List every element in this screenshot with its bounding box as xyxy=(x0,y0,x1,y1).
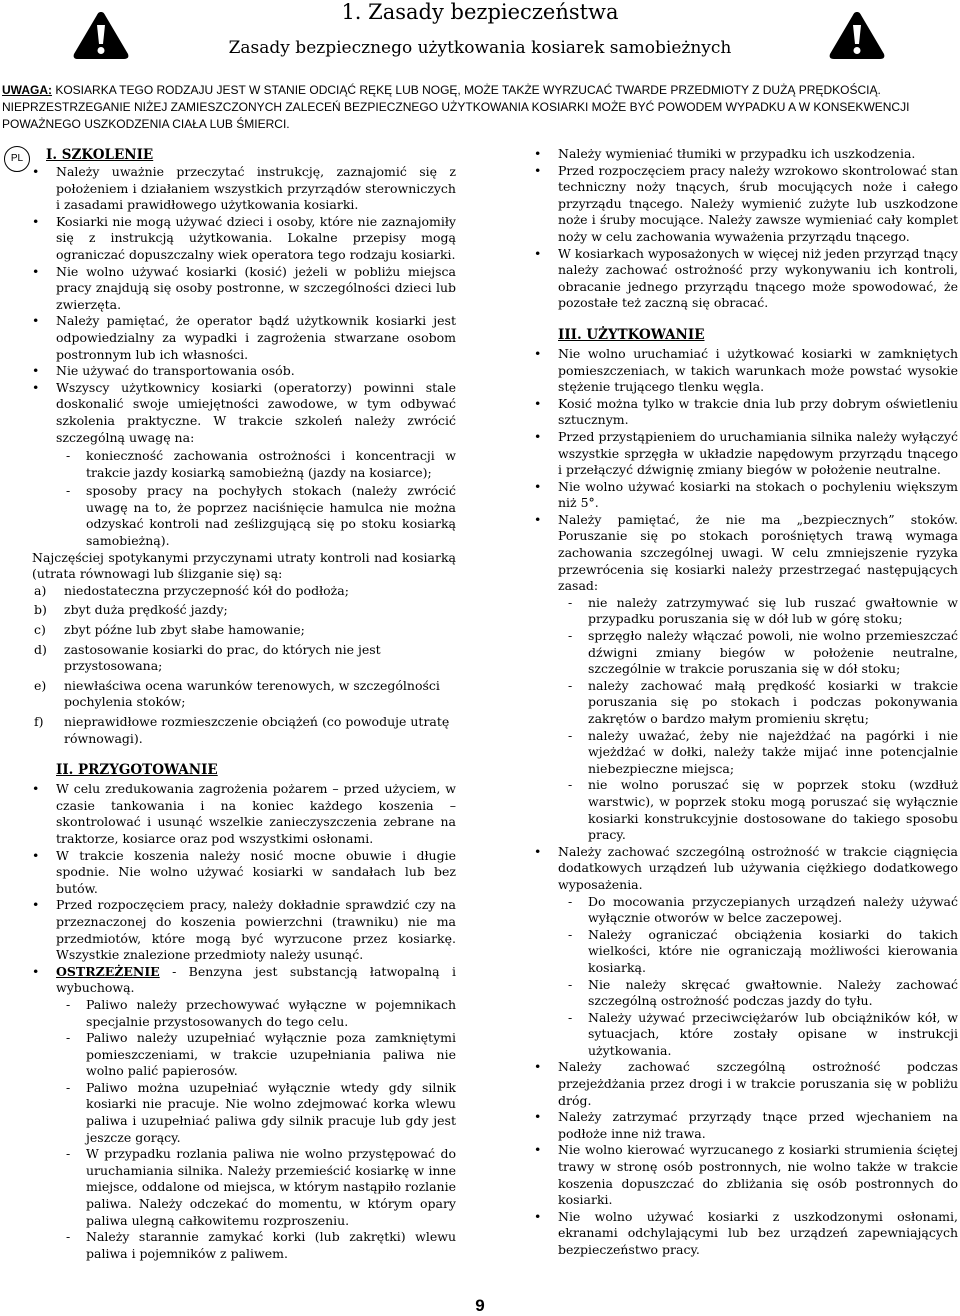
list-letter: b) xyxy=(34,602,47,618)
right-column xyxy=(534,146,958,1259)
preparation-bullets-continued xyxy=(534,146,958,312)
towing-bullet xyxy=(534,844,958,894)
list-text: niedostateczna przyczepność kół do podłoża; xyxy=(64,582,349,598)
list-text: zbyt duża prędkość jazdy; xyxy=(64,602,228,618)
caution-text: - Benzyna jest substancją łatwopalną i wybuchową. xyxy=(56,963,456,996)
section-heading-preparation: II. PRZYGOTOWANIE xyxy=(56,762,218,779)
list-item: • W kosiarkach wyposażonych w więcej niż jeden przyrząd tnący należy zachować ostrożność przy wykonywaniu ich kontroli, obracanie jednego przyrządu tnącego może spowodować, że pozostałe też zaczną się obracać. xyxy=(534,246,958,312)
list-letter: c) xyxy=(34,622,46,638)
list-item: - sposoby pracy na pochyłych stokach (należy zwrócić uwagę na to, że poprzez naciśnięcie hamulca nie można odzyskać kontroli nad ześlizgującą się po stoku kosiarką samobieżną). xyxy=(32,483,456,549)
list-item: - należy uważać, żeby nie najeżdżać na pagórki i nie wjeżdżać w dołki, należy także mijać inne potencjalnie niebezpieczne miejsca; xyxy=(534,728,958,778)
list-item: - Paliwo można uzupełniać wyłącznie wtedy gdy silnik kosiarki nie pracuje. Nie wolno zdejmować korka wlewu paliwa i uzupełniać paliwa gdy silnik pracuje lub gdy jest jeszcze gorący. xyxy=(32,1080,456,1146)
list-item: • Należy wymieniać tłumiki w przypadku ich uszkodzenia. xyxy=(534,146,958,163)
list-item: - Należy używać przeciwciężarów lub obciążników kół, w sytuacjach, które zostały opisane w instrukcji użytkowania. xyxy=(534,1010,958,1060)
list-item xyxy=(32,964,456,997)
use-bullets xyxy=(534,346,958,595)
list-item xyxy=(32,678,456,711)
list-item: • Należy zachować szczególną ostrożność podczas przejeżdżania przez drogi i w trakcie poruszania się w pobliżu dróg. xyxy=(534,1059,958,1109)
list-letter: d) xyxy=(34,641,47,657)
causes-intro: Najczęściej spotykanymi przyczynami utraty kontroli nad kosiarką (utrata równowagi lub ślizganie się) są: xyxy=(32,549,456,582)
list-item: • Nie wolno kierować wyrzucanego z kosiarki strumienia ściętej trawy w stronę osób postronnych, nie wolno także w trakcie koszenia dopuszczać do zbliżania się osób postronnych do kosiarki. xyxy=(534,1142,958,1208)
list-item xyxy=(32,583,456,600)
section-heading-training: I. SZKOLENIE xyxy=(46,147,154,163)
fuel-dash-list xyxy=(32,997,456,1263)
list-item: • Należy pamiętać, że operator bądź użytkownik kosiarki jest odpowiedzialny za wypadki i zagrożenia stwarzane osobom postronnym lub ich własności. xyxy=(32,313,456,363)
list-item: • Przed rozpoczęciem pracy, należy dokładnie sprawdzić czy na przeznaczonej do koszenia powierzchni (trawniku) nie ma przedmiotów, które mogą być wyrzucone przez kosiarkę. Wszystkie znalezione przedmioty należy usunąć. xyxy=(32,897,456,963)
list-item xyxy=(32,714,456,747)
list-text: nieprawidłowe rozmieszczenie obciążeń (co powoduje utratę równowagi). xyxy=(64,714,450,746)
list-item xyxy=(32,602,456,619)
list-item: • Należy zachować szczególną ostrożność w trakcie ciągnięcia dodatkowych urządzeń lub używania ciężkiego dodatkowego wyposażenia. xyxy=(534,844,958,894)
list-letter: f) xyxy=(34,714,44,729)
left-column xyxy=(32,146,456,1262)
list-item: - należy zachować małą prędkość kosiarki w trakcie poruszania się po stokach i podczas pokonywania zakrętów o bardzo małym promieniu skrętu; xyxy=(534,678,958,728)
list-item: • Nie wolno używać kosiarki na stokach o pochyleniu większym niż 5°. xyxy=(534,479,958,512)
list-item: - Należy ograniczać obciążenia kosiarki do takich wielkości, które nie ograniczają możliwości kierowania kosiarką. xyxy=(534,927,958,977)
list-item: • Nie używać do transportowania osób. xyxy=(32,363,456,380)
list-letter: e) xyxy=(34,677,47,693)
page-subtitle: Zasady bezpiecznego użytkowania kosiarek samobieżnych xyxy=(228,38,732,58)
warning-label: UWAGA: xyxy=(2,83,52,97)
warning-triangle-icon xyxy=(72,10,130,60)
page-title: 1. Zasady bezpieczeństwa xyxy=(341,0,619,24)
list-item: • Kosiarki nie mogą używać dzieci i osoby, które nie zaznajomiły się z instrukcją użytkowania. Lokalne przepisy mogą ograniczać dopuszczalny wiek operatora tego rodzaju kosiarki. xyxy=(32,214,456,264)
list-item: • Nie wolno używać kosiarki z uszkodzonymi osłonami, ekranami odchylającymi lub bez urządzeń zapewniających bezpieczeństwo pracy. xyxy=(534,1209,958,1259)
use-bullets-continued xyxy=(534,1059,958,1258)
list-letter: a) xyxy=(34,582,47,598)
list-item: - sprzęgło należy włączać powoli, nie wolno przemieszczać dźwigni zmiany biegów w położenie neutralne, szczególnie w trakcie poruszania się w dół stoku; xyxy=(534,628,958,678)
list-item: • Należy uważnie przeczytać instrukcję, zaznajomić się z położeniem i działaniem wszystkich przyrządów sterowniczych i zasadami prawidłowego użytkowania kosiarki. xyxy=(32,164,456,214)
slope-dash-list xyxy=(534,595,958,844)
list-text: niewłaściwa ocena warunków terenowych, w szczególności pochylenia stoków; xyxy=(64,677,440,710)
caution-label: OSTRZEŻENIE xyxy=(56,963,160,979)
list-item: - W przypadku rozlania paliwa nie wolno przystępować do uruchamiania silnika. Należy przemieścić kosiarkę w inne miejsce, oddalone od miejsca, w którym nastąpiło rozlanie paliwa. Należy odczekać do momentu, w którym opary paliwa ulegną całkowitemu rozproszeniu. xyxy=(32,1146,456,1229)
training-dash-list xyxy=(32,448,456,550)
causes-list xyxy=(32,583,456,747)
list-text: zbyt późne lub zbyt słabe hamowanie; xyxy=(64,622,305,638)
section-heading-use: III. UŻYTKOWANIE xyxy=(558,326,705,343)
list-item: - Paliwo należy przechowywać wyłączne w pojemnikach specjalnie przystosowanych do tego celu. xyxy=(32,997,456,1030)
list-item: • Należy zatrzymać przyrządy tnące przed wjechaniem na podłoże inne niż trawa. xyxy=(534,1109,958,1142)
list-item: • Nie wolno uruchamiać i użytkować kosiarki w zamkniętych pomieszczeniach, w takich warunkach może powstać wysokie stężenie trującego tlenku węgla. xyxy=(534,346,958,396)
list-item: • W celu zredukowania zagrożenia pożarem – przed użyciem, w czasie tankowania i na koniec każdego koszenia – skontrolować i usunąć wszelkie zanieczyszczenia zebrane na traktorze, kosiarce oraz pod wszystkimi osłonami. xyxy=(32,781,456,847)
list-item: • Kosić można tylko w trakcie dnia lub przy dobrym oświetleniu sztucznym. xyxy=(534,396,958,429)
warning-notice xyxy=(2,82,958,133)
list-item: - Należy starannie zamykać korki (lub zakrętki) wlewu paliwa i pojemników z paliwem. xyxy=(32,1229,456,1262)
preparation-bullets xyxy=(32,781,456,997)
list-item: • Nie wolno używać kosiarki (kosić) jeżeli w pobliżu miejsca pracy znajdują się osoby postronne, w szczególności dzieci lub zwierzęta. xyxy=(32,264,456,314)
list-item: - nie wolno poruszać się w poprzek stoku (wzdłuż warstwic), w poprzek stoku mogą poruszać się wyłącznie kosiarki konstrukcyjnie dostosowane do takiego sposobu pracy. xyxy=(534,777,958,843)
list-item: - Nie należy skręcać gwałtownie. Należy zachować szczególną ostrożność podczas jazdy do tyłu. xyxy=(534,977,958,1010)
page-number: 9 xyxy=(475,1296,485,1315)
towing-dash-list xyxy=(534,894,958,1060)
language-badge: PL xyxy=(4,146,30,172)
list-item: - nie należy zatrzymywać się lub ruszać gwałtownie w przypadku poruszania się w dół lub w górę stoku; xyxy=(534,595,958,628)
list-item: • Przed przystąpieniem do uruchamiania silnika należy wyłączyć wszystkie sprzęgła w układzie napędowym przyrządu tnącego i przełączyć dźwignię zmiany biegów w położenie neutralne. xyxy=(534,429,958,479)
list-item: - Do mocowania przyczepianych urządzeń należy używać wyłącznie otworów w belce zaczepowej. xyxy=(534,894,958,927)
list-text: zastosowanie kosiarki do prac, do których nie jest przystosowana; xyxy=(64,641,381,674)
list-item: - konieczność zachowania ostrożności i koncentracji w trakcie jazdy kosiarką samobieżną (jazdy na kosiarce); xyxy=(32,448,456,481)
list-item: • Należy pamiętać, że nie ma „bezpiecznych” stoków. Poruszanie się po stokach porośniętych trawą wymaga zachowania szczególnej uwagi. W celu zmniejszenie ryzyka przewrócenia się kosiarki należy przestrzegać następujących zasad: xyxy=(534,512,958,595)
list-item: • Przed rozpoczęciem pracy należy wzrokowo skontrolować stan techniczny noży tnących, śrub mocujących noże i całego przyrządu tnącego. Należy wymienić zużyte lub uszkodzone noże i śruby mocujące. Należy zawsze wymieniać cały komplet noży w celu zachowania wyważenia przyrządu tnącego. xyxy=(534,163,958,246)
list-item: • Wszyscy użytkownicy kosiarki (operatorzy) powinni stale doskonalić swoje umiejętności zawodowe, w tym odbywać szkolenia praktyczne. W trakcie szkoleń należy zwrócić szczególną uwagę na: xyxy=(32,380,456,446)
list-item xyxy=(32,622,456,639)
list-item: • W trakcie koszenia należy nosić mocne obuwie i długie spodnie. Nie wolno używać kosiarki w sandałach lub bez butów. xyxy=(32,848,456,898)
list-item xyxy=(32,642,456,675)
warning-triangle-icon xyxy=(828,10,886,60)
warning-text: KOSIARKA TEGO RODZAJU JEST W STANIE ODCIĄĆ RĘKĘ LUB NOGĘ, MOŻE TAKŻE WYRZUCAĆ TWARDE PRZEDMIOTY Z DUŻĄ PRĘDKOŚCIĄ. NIEPRZESTRZEGANIE NIŻEJ ZAMIESZCZONYCH ZALECEŃ BEZPIECZNEGO UŻYTKOWANIA KOSIARKI MOŻE BYĆ POWODEM WYPADKU A W KONSEKWENCJI POWAŻNEGO USZKODZENIA CIAŁA LUB ŚMIERCI. xyxy=(2,83,910,131)
list-item: - Paliwo należy uzupełniać wyłącznie poza zamkniętymi pomieszczeniami, w trakcie uzupełniania paliwa nie wolno palić papierosów. xyxy=(32,1030,456,1080)
training-bullets xyxy=(32,164,456,446)
